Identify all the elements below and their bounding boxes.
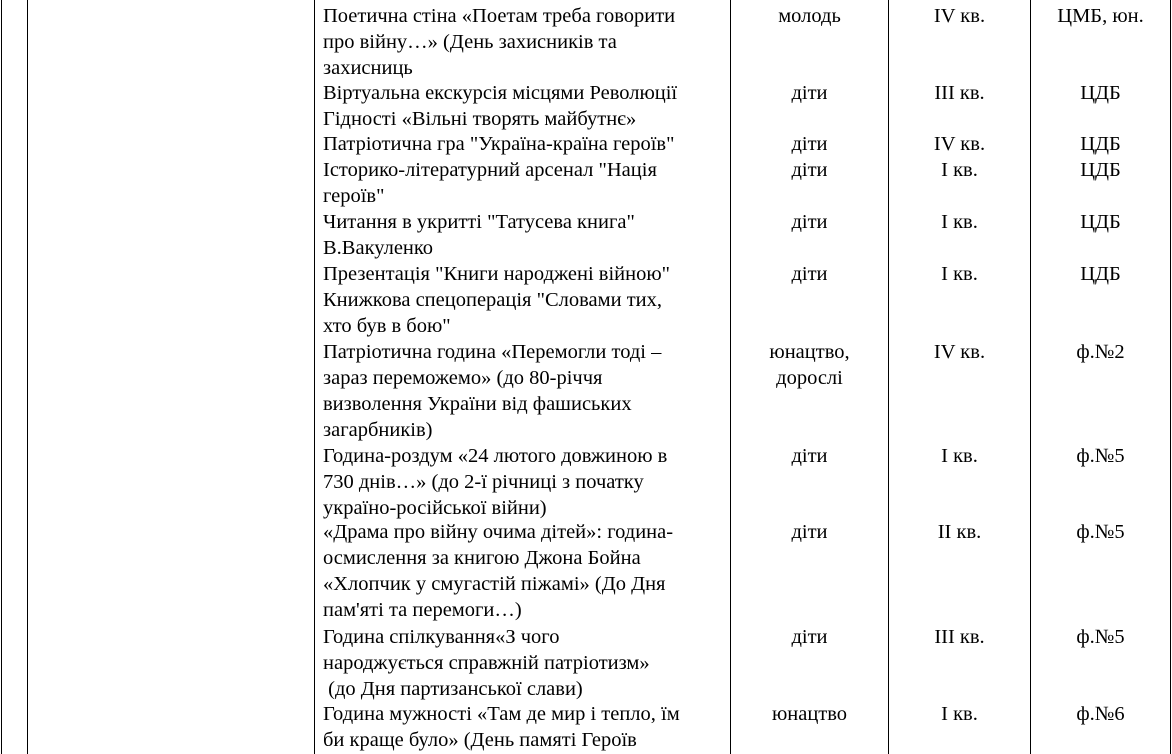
audience-cell: діти [791, 263, 828, 285]
event-cell: Історико-літературний арсенал "Нація героїв" [323, 159, 657, 207]
event-cell: Патріотична гра "Україна-країна героїв" [323, 133, 675, 155]
event-cell: Поетична стіна «Поетам треба говорити про війну…» (День захисників та захисниць [323, 5, 676, 79]
audience-cell: діти [791, 133, 828, 155]
responsible-cell: ЦДБ [1080, 159, 1121, 181]
responsible-cell: ф.№5 [1076, 626, 1125, 648]
quarter-cell: IV кв. [933, 5, 986, 27]
audience-cell: діти [791, 445, 828, 467]
event-cell: Віртуальна екскурсія місцями Революції Гідності «Вільні творять майбутнє» [323, 82, 678, 130]
quarter-cell: IV кв. [933, 341, 986, 363]
column-divider-number [27, 0, 28, 754]
responsible-cell: ф.№6 [1076, 703, 1125, 725]
table-border-right [1170, 0, 1171, 754]
quarter-cell: I кв. [941, 445, 978, 467]
responsible-cell: ЦДБ [1080, 82, 1121, 104]
responsible-cell: ф.№2 [1076, 341, 1125, 363]
event-cell: «Драма про війну очима дітей»: година- осмислення за книгою Джона Бойна «Хлопчик у смугастій піжамі» (До Дня пам'яті та перемоги…) [323, 521, 674, 621]
responsible-cell: ф.№5 [1076, 445, 1125, 467]
quarter-cell: I кв. [941, 159, 978, 181]
audience-cell: юнацтво, дорослі [769, 341, 850, 389]
audience-cell: діти [791, 159, 828, 181]
responsible-cell: ЦМБ, юн. [1057, 5, 1144, 27]
event-cell: Година спілкування«З чого народжується справжній патріотизм» (до Дня партизанської слави) [323, 626, 650, 700]
audience-cell: діти [791, 521, 828, 543]
responsible-cell: ЦДБ [1080, 133, 1121, 155]
quarter-cell: IV кв. [933, 133, 986, 155]
audience-cell: діти [791, 211, 828, 233]
audience-cell: молодь [778, 5, 841, 27]
audience-cell: юнацтво [771, 703, 848, 725]
responsible-cell: ф.№5 [1076, 521, 1125, 543]
quarter-cell: I кв. [941, 703, 978, 725]
quarter-cell: III кв. [934, 82, 985, 104]
audience-cell: діти [791, 82, 828, 104]
event-cell: Читання в укритті "Татусева книга" В.Вакуленко [323, 211, 635, 259]
event-cell: Презентація "Книги народжені війною" Книжкова спецоперація "Словами тих, хто був в бою" [323, 263, 671, 337]
event-cell: Патріотична година «Перемогли тоді – зараз переможемо» (до 80-річчя визволення України від фашиських загарбників) [323, 341, 662, 441]
event-cell: Година мужності «Там де мир і тепло, їм би краще було» (День памяті Героїв [323, 703, 680, 751]
quarter-cell: I кв. [941, 211, 978, 233]
quarter-cell: I кв. [941, 263, 978, 285]
column-divider-section [314, 0, 315, 754]
responsible-cell: ЦДБ [1080, 211, 1121, 233]
audience-cell: діти [791, 626, 828, 648]
quarter-cell: III кв. [934, 626, 985, 648]
event-cell: Година-роздум «24 лютого довжиною в 730 днів…» (до 2-ї річниці з початку україно-російської війни) [323, 445, 668, 519]
quarter-cell: II кв. [937, 521, 982, 543]
table-border-left [1, 0, 2, 754]
responsible-cell: ЦДБ [1080, 263, 1121, 285]
